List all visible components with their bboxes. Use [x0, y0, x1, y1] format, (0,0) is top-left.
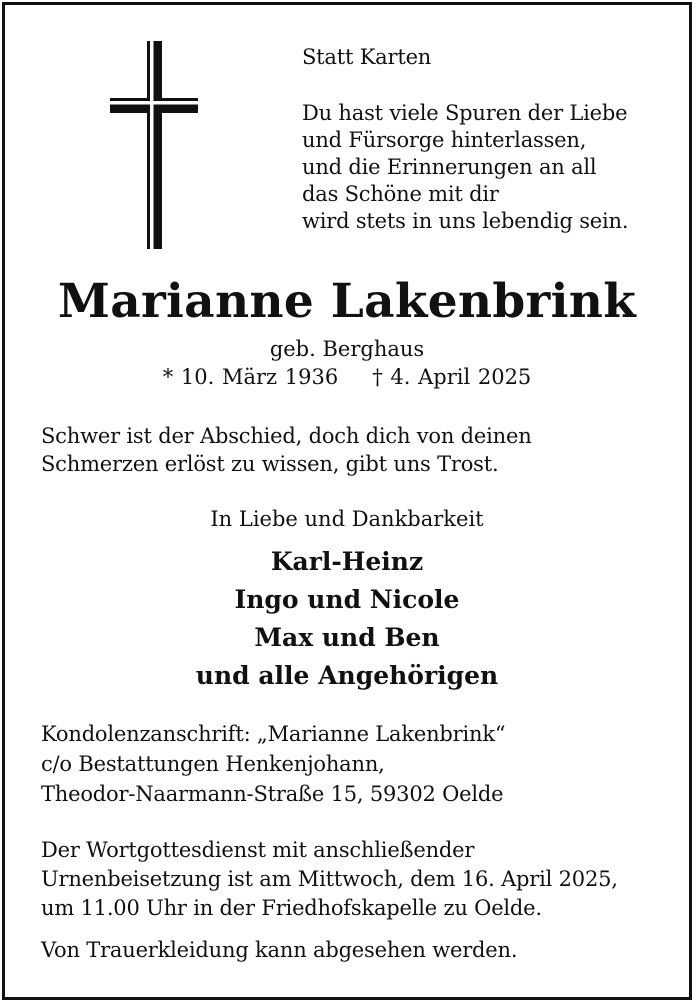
service-line: um 11.00 Uhr in der Friedhofskapelle zu Oelde. [41, 896, 542, 920]
poem-line: wird stets in uns lebendig sein. [302, 209, 629, 233]
service-info [41, 837, 618, 924]
address-line: c/o Bestattungen Henkenjohann, [41, 752, 385, 776]
condolence-address [41, 721, 505, 811]
life-dates [5, 364, 689, 391]
family-member: und alle Angehörigen [195, 661, 499, 690]
cross-icon [110, 41, 200, 251]
family-list [5, 543, 689, 695]
poem-line: das Schöne mit dir [302, 182, 499, 206]
love-line: In Liebe und Dankbarkeit [210, 507, 484, 531]
statt-karten-text: Statt Karten [302, 45, 432, 69]
comfort-line: Schmerzen erlöst zu wissen, gibt uns Trost. [41, 452, 499, 476]
family-member: Karl-Heinz [270, 547, 424, 576]
address-line: Kondolenzanschrift: „Marianne Lakenbrink“ [41, 722, 506, 746]
service-line: Der Wortgottesdienst mit anschließender [41, 838, 475, 862]
clothing-note: Von Trauerkleidung kann abgesehen werden. [41, 938, 518, 962]
comfort-text [41, 423, 532, 479]
obituary-frame [2, 2, 692, 1000]
address-line: Theodor-Naarmann-Straße 15, 59302 Oelde [41, 782, 504, 806]
family-member: Ingo und Nicole [234, 585, 460, 614]
service-line: Urnenbeisetzung ist am Mittwoch, dem 16. April 2025, [41, 867, 618, 891]
poem-line: und die Erinnerungen an all [302, 155, 597, 179]
poem [302, 100, 628, 235]
family-member: Max und Ben [254, 623, 440, 652]
deceased-name: Marianne Lakenbrink [57, 274, 637, 329]
poem-line: Du hast viele Spuren der Liebe [302, 101, 628, 125]
death-date: † 4. April 2025 [372, 365, 532, 389]
maiden-name: geb. Berghaus [269, 337, 425, 361]
birth-date: * 10. März 1936 [162, 365, 339, 389]
poem-line: und Fürsorge hinterlassen, [302, 128, 587, 152]
comfort-line: Schwer ist der Abschied, doch dich von deinen [41, 424, 532, 448]
